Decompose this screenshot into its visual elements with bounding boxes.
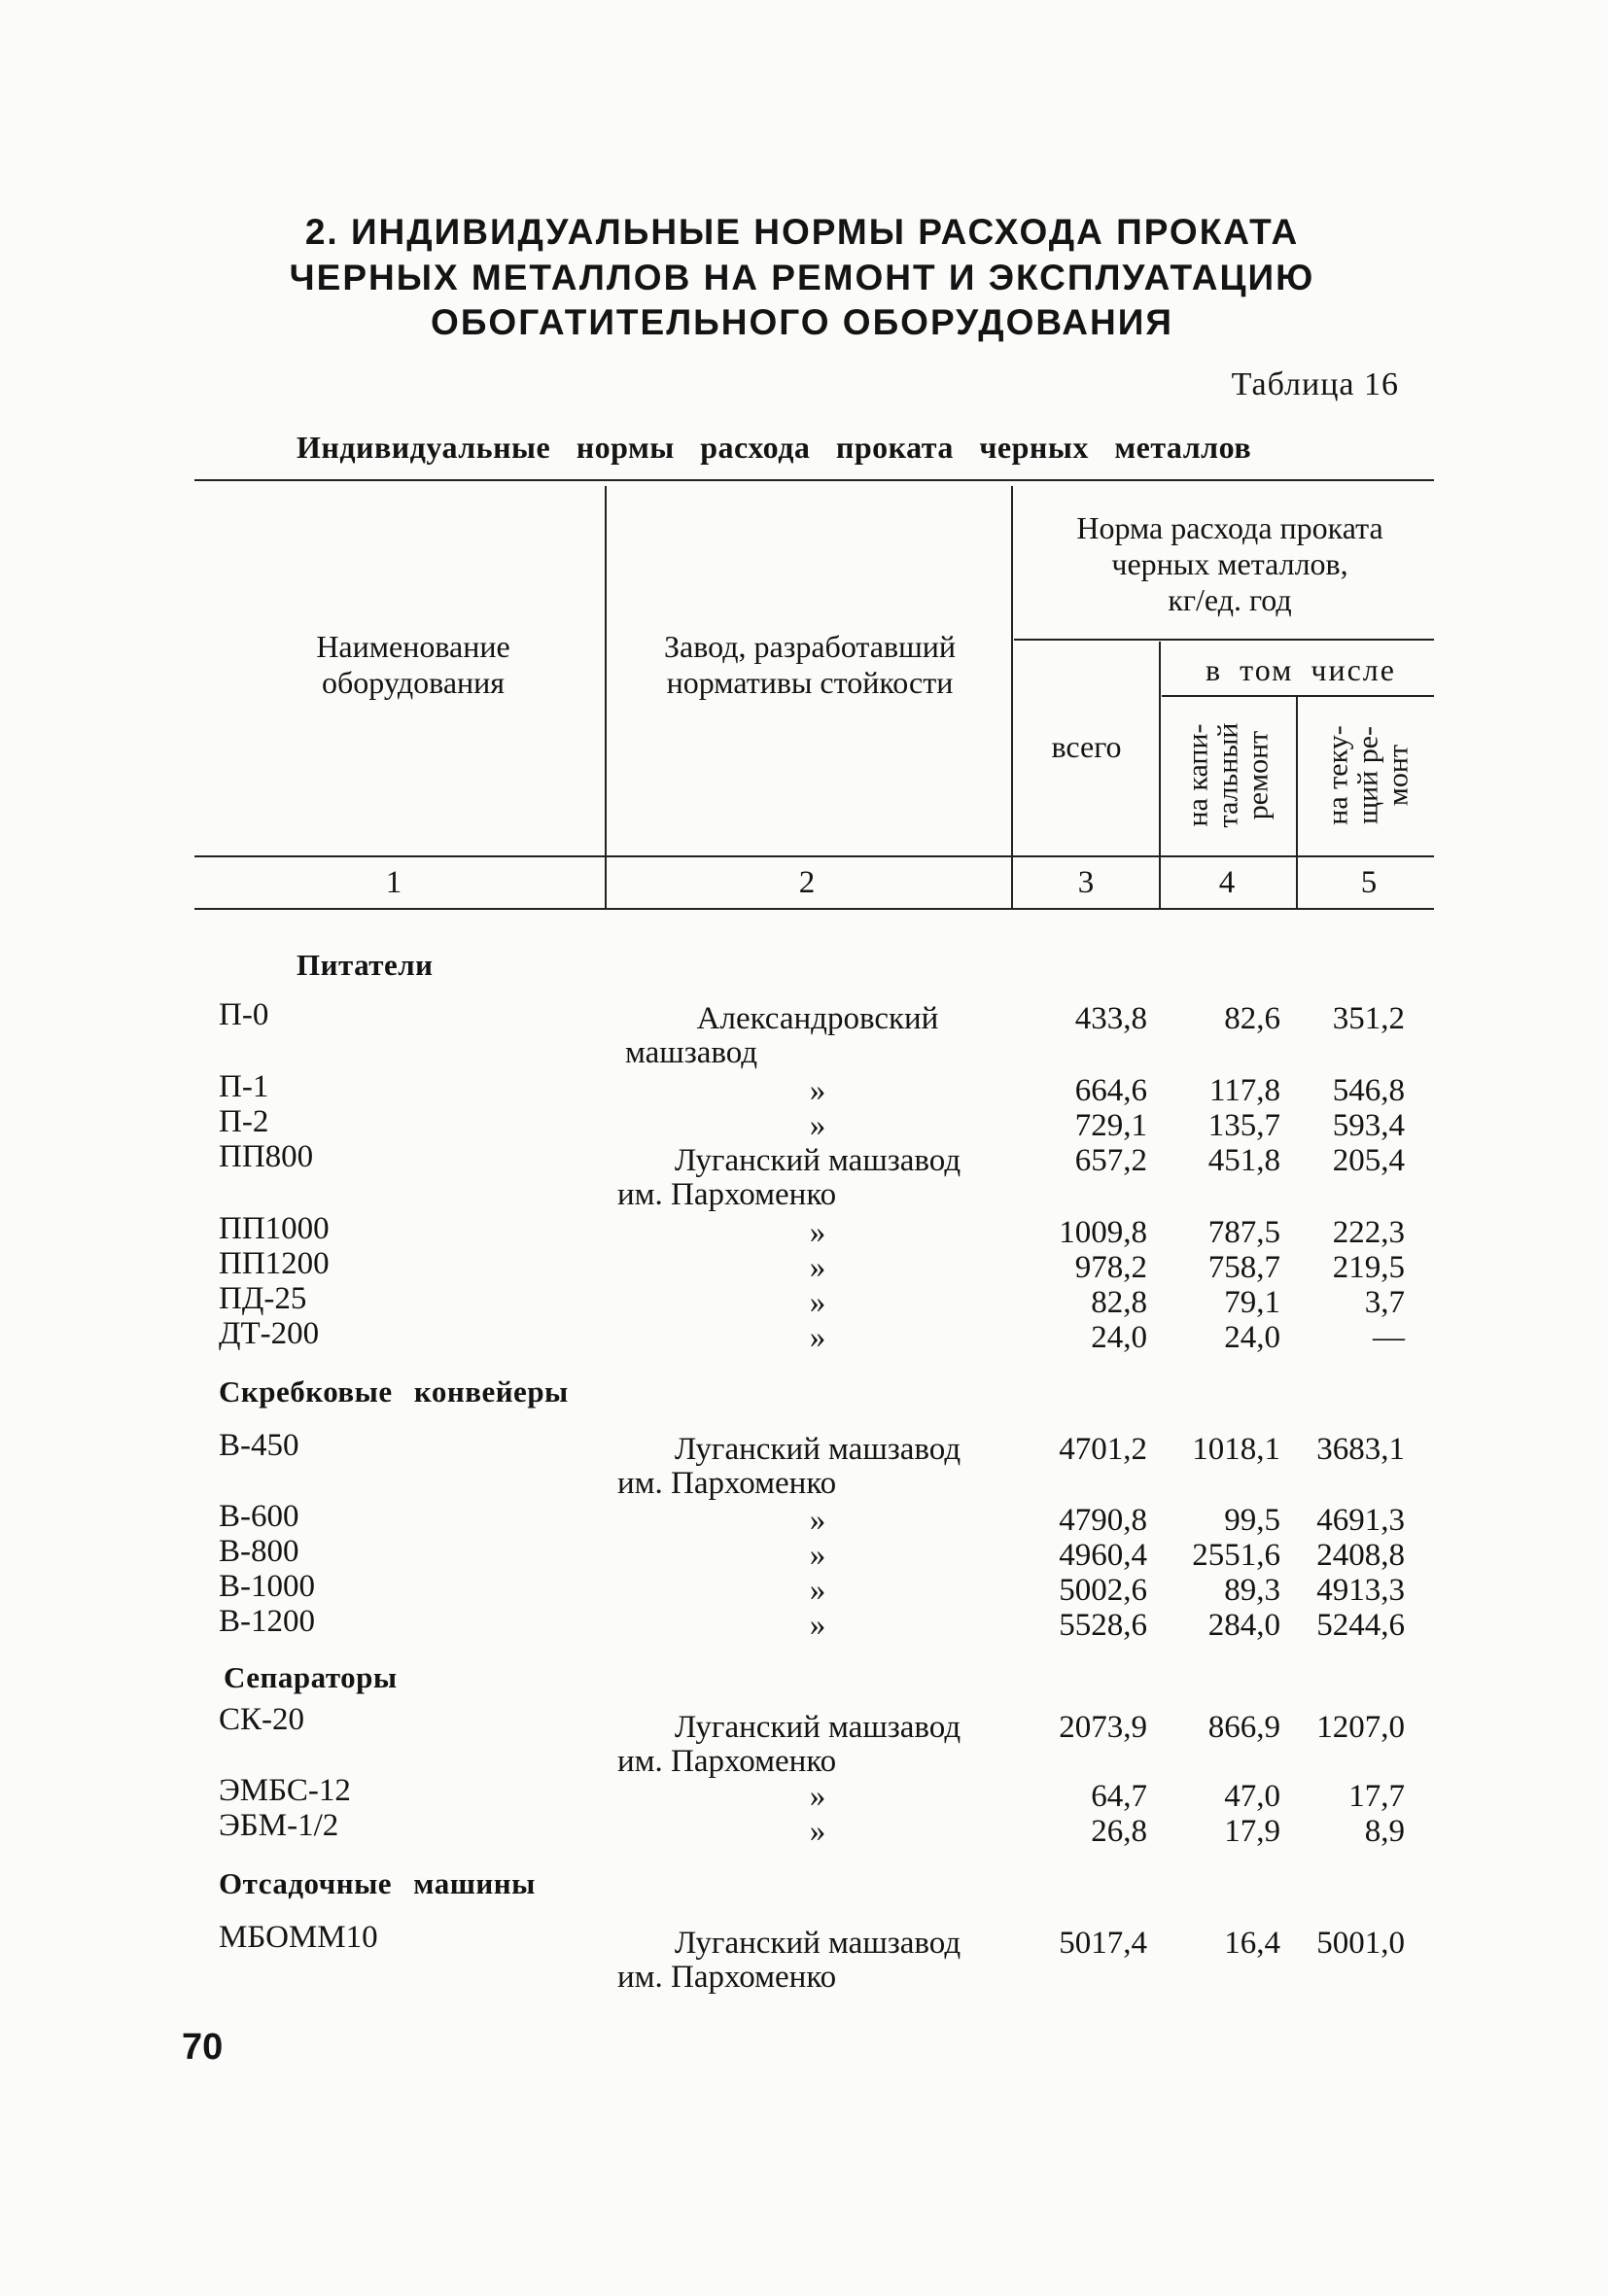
value-total: 657,2 (1074, 1143, 1147, 1178)
value-current: — (1373, 1320, 1405, 1355)
col2-header-line1: Завод, разработавший (664, 629, 956, 664)
factory-name: » (809, 1073, 826, 1108)
column-number-4: 4 (1218, 865, 1236, 900)
norm-header-line3: кг/ед. год (1168, 582, 1292, 617)
total-header: всего (1051, 729, 1122, 764)
equipment-name: МБОММ10 (219, 1920, 378, 1955)
factory-name: Луганский машзавод (674, 1432, 961, 1467)
factory-name-line2: машзавод (625, 1035, 758, 1070)
current-header-line1: на теку- (1321, 725, 1354, 825)
col1-header-line1: Наименование (316, 629, 510, 664)
equipment-name: ЭБМ-1/2 (219, 1808, 339, 1843)
norm-header-line1: Норма расхода проката (1076, 510, 1383, 545)
column-number-5: 5 (1360, 865, 1378, 900)
value-current: 8,9 (1364, 1814, 1405, 1849)
equipment-name: ПП1200 (219, 1246, 330, 1281)
value-capital: 1018,1 (1192, 1432, 1280, 1467)
capital-header-line1: на капи- (1181, 723, 1214, 827)
current-header-line2: щий ре- (1351, 726, 1384, 825)
value-current: 1207,0 (1316, 1710, 1405, 1745)
equipment-name: ДТ-200 (219, 1316, 320, 1351)
factory-name-line2: им. Пархоменко (617, 1466, 837, 1501)
factory-name-line2: им. Пархоменко (617, 1177, 837, 1212)
value-current: 222,3 (1332, 1215, 1405, 1250)
section-title: Скребковые конвейеры (219, 1374, 569, 1409)
equipment-name: ПП800 (219, 1139, 314, 1174)
value-current: 546,8 (1332, 1073, 1405, 1108)
equipment-name: В-450 (219, 1428, 299, 1463)
value-total: 433,8 (1074, 1001, 1147, 1036)
section-title: Питатели (297, 948, 434, 982)
divider-4 (1296, 697, 1298, 908)
value-total: 4701,2 (1059, 1432, 1147, 1467)
title-line-2: ЧЕРНЫХ МЕТАЛЛОВ НА РЕМОНТ И ЭКСПЛУАТАЦИЮ (289, 258, 1315, 297)
section-title: Сепараторы (224, 1660, 398, 1694)
value-total: 82,8 (1091, 1285, 1147, 1320)
value-total: 4790,8 (1059, 1503, 1147, 1538)
value-current: 219,5 (1332, 1250, 1405, 1285)
including-header: в том числе (1206, 652, 1396, 687)
value-capital: 24,0 (1224, 1320, 1280, 1355)
current-header-line3: монт (1381, 744, 1415, 807)
value-capital: 451,8 (1207, 1143, 1280, 1178)
col2-header-line2: нормативы стойкости (666, 665, 954, 700)
divider-3 (1159, 642, 1161, 908)
capital-repair-header (1183, 703, 1274, 849)
value-current: 205,4 (1332, 1143, 1405, 1178)
value-current: 4913,3 (1316, 1573, 1405, 1608)
column-number-3: 3 (1077, 865, 1095, 900)
current-repair-header (1323, 703, 1414, 849)
section-title: Отсадочные машины (219, 1866, 536, 1900)
value-capital: 79,1 (1224, 1285, 1280, 1320)
equipment-name: ЭМБС-12 (219, 1773, 351, 1808)
value-capital: 17,9 (1224, 1814, 1280, 1849)
equipment-name: В-1000 (219, 1569, 315, 1604)
value-current: 5001,0 (1316, 1926, 1405, 1961)
value-capital: 117,8 (1208, 1073, 1280, 1108)
value-current: 3,7 (1364, 1285, 1405, 1320)
value-total: 64,7 (1091, 1779, 1147, 1814)
value-capital: 866,9 (1207, 1710, 1280, 1745)
factory-name: Луганский машзавод (674, 1710, 961, 1745)
col2-header (610, 629, 1010, 701)
equipment-name: В-1200 (219, 1604, 315, 1639)
table-caption: Индивидуальные нормы расхода проката черных металлов (297, 430, 1252, 465)
factory-name: » (809, 1814, 826, 1849)
value-total: 24,0 (1091, 1320, 1147, 1355)
capital-header-line2: тальный (1211, 722, 1244, 828)
factory-name: » (809, 1538, 826, 1573)
factory-name: Александровский (696, 1001, 939, 1036)
value-total: 5017,4 (1059, 1926, 1147, 1961)
value-total: 4960,4 (1059, 1538, 1147, 1573)
norm-header (1016, 510, 1444, 618)
norm-header-line2: черных металлов, (1111, 546, 1348, 581)
value-capital: 99,5 (1224, 1503, 1280, 1538)
value-current: 17,7 (1348, 1779, 1405, 1814)
value-total: 5528,6 (1059, 1608, 1147, 1643)
column-number-1: 1 (385, 865, 402, 900)
factory-name: » (809, 1573, 826, 1608)
value-capital: 47,0 (1224, 1779, 1280, 1814)
equipment-name: В-600 (219, 1499, 299, 1534)
factory-name: » (809, 1215, 826, 1250)
title-line-1: 2. ИНДИВИДУАЛЬНЫЕ НОРМЫ РАСХОДА ПРОКАТА (304, 212, 1300, 252)
value-current: 4691,3 (1316, 1503, 1405, 1538)
value-total: 729,1 (1074, 1108, 1147, 1143)
value-total: 1009,8 (1059, 1215, 1147, 1250)
value-total: 2073,9 (1059, 1710, 1147, 1745)
norm-group-rule (1014, 639, 1434, 641)
value-capital: 2551,6 (1192, 1538, 1280, 1573)
factory-name: » (809, 1503, 826, 1538)
table-number: Таблица 16 (1231, 366, 1399, 402)
factory-name: Луганский машзавод (674, 1926, 961, 1961)
equipment-name: СК-20 (219, 1702, 305, 1737)
colnum-bottom-rule (194, 908, 1434, 910)
header-bottom-rule (194, 855, 1434, 857)
column-number-2: 2 (798, 865, 816, 900)
equipment-name: П-1 (219, 1069, 269, 1104)
equipment-name: П-0 (219, 997, 269, 1032)
col1-header-line2: оборудования (322, 665, 505, 700)
factory-name: » (809, 1608, 826, 1643)
value-capital: 16,4 (1224, 1926, 1280, 1961)
value-total: 978,2 (1074, 1250, 1147, 1285)
equipment-name: ПД-25 (219, 1281, 307, 1316)
value-capital: 758,7 (1207, 1250, 1280, 1285)
equipment-name: П-2 (219, 1104, 269, 1139)
page-number: 70 (182, 2027, 224, 2068)
value-capital: 82,6 (1224, 1001, 1280, 1036)
including-rule (1162, 695, 1434, 697)
title-line-3: ОБОГАТИТЕЛЬНОГО ОБОРУДОВАНИЯ (431, 302, 1173, 342)
equipment-name: ПП1000 (219, 1211, 330, 1246)
header-top-rule (194, 479, 1434, 481)
value-current: 2408,8 (1316, 1538, 1405, 1573)
value-total: 664,6 (1074, 1073, 1147, 1108)
factory-name-line2: им. Пархоменко (617, 1744, 837, 1779)
value-current: 3683,1 (1316, 1432, 1405, 1467)
factory-name: Луганский машзавод (674, 1143, 961, 1178)
factory-name: » (809, 1250, 826, 1285)
value-total: 26,8 (1091, 1814, 1147, 1849)
factory-name: » (809, 1320, 826, 1355)
value-capital: 89,3 (1224, 1573, 1280, 1608)
factory-name: » (809, 1285, 826, 1320)
value-current: 5244,6 (1316, 1608, 1405, 1643)
value-current: 593,4 (1332, 1108, 1405, 1143)
capital-header-line3: ремонт (1241, 730, 1275, 820)
value-current: 351,2 (1332, 1001, 1405, 1036)
value-capital: 284,0 (1207, 1608, 1280, 1643)
divider-2 (1011, 486, 1013, 908)
equipment-name: В-800 (219, 1534, 299, 1569)
factory-name: » (809, 1108, 826, 1143)
divider-1 (605, 486, 607, 908)
value-capital: 135,7 (1207, 1108, 1280, 1143)
factory-name: » (809, 1779, 826, 1814)
value-capital: 787,5 (1207, 1215, 1280, 1250)
factory-name-line2: им. Пархоменко (617, 1960, 837, 1995)
value-total: 5002,6 (1059, 1573, 1147, 1608)
col1-header (233, 629, 593, 701)
